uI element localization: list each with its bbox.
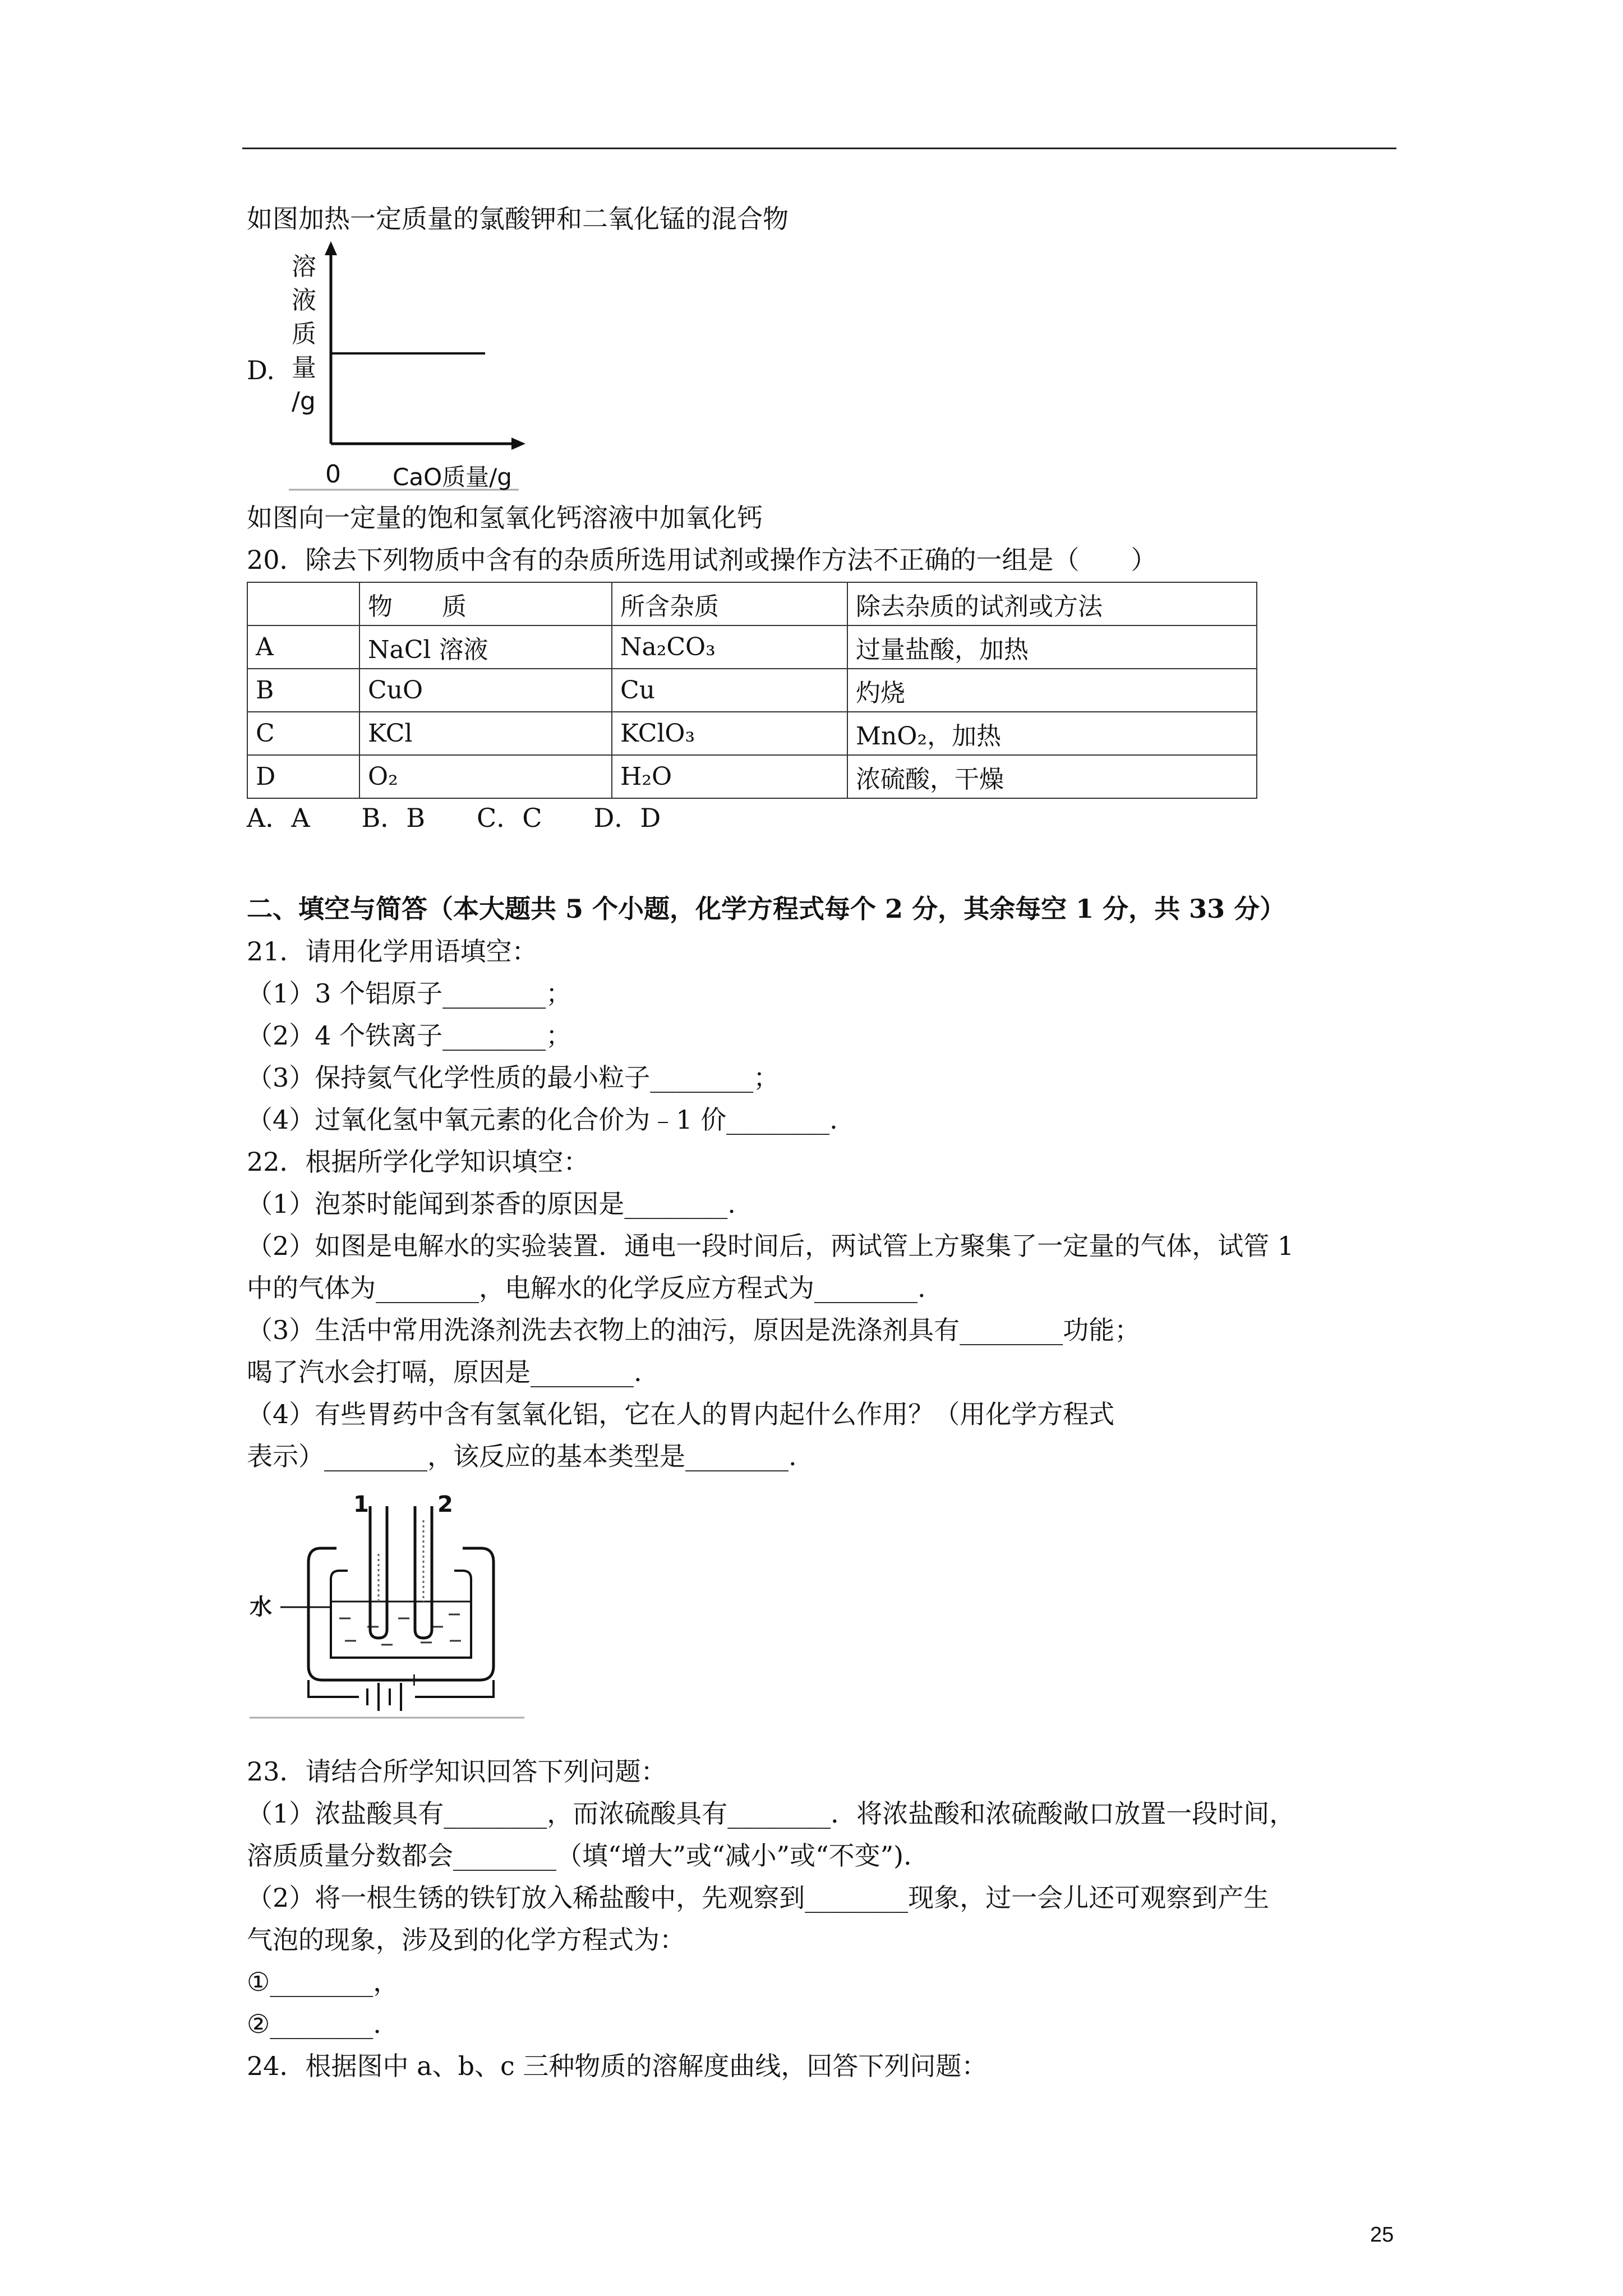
header-rule — [242, 148, 1396, 149]
row-id: A — [247, 625, 359, 669]
ylabel-char-1: 溶 — [292, 252, 316, 281]
q23-line: （2）将一根生锈的铁钉放入稀盐酸中，先观察到________现象，过一会儿还可观察到产生 — [247, 1883, 1270, 1913]
q23-line: ①________， — [247, 1967, 399, 1997]
q23-line: 气泡的现象，涉及到的化学方程式为： — [247, 1925, 685, 1955]
q19-d-chart — [283, 238, 530, 496]
row-impurity: H₂O — [612, 755, 847, 798]
q20-choices: A．A B．B C．C D．D — [247, 803, 661, 833]
page-number: 25 — [1370, 2223, 1394, 2247]
q23-stem: 23．请结合所学知识回答下列问题： — [247, 1756, 667, 1787]
q21-item: （3）保持氦气化学性质的最小粒子________； — [247, 1062, 780, 1093]
origin-label: 0 — [325, 460, 341, 489]
header-cell: 所含杂质 — [612, 582, 847, 625]
chart-background — [283, 238, 530, 496]
q21-item: （4）过氧化氢中氧元素的化合价为﹣1 价________. — [247, 1105, 838, 1135]
q23-line: 溶质质量分数都会________（填“增大”或“减小”或“不变”). — [247, 1841, 912, 1871]
battery-minus-icon: − — [353, 1669, 368, 1690]
table-row — [247, 755, 1257, 798]
row-id: B — [247, 669, 359, 712]
q22-line: （1）泡茶时能闻到茶香的原因是________. — [247, 1189, 736, 1219]
header-cell: 物 质 — [359, 582, 612, 625]
row-id: C — [247, 712, 359, 755]
q19-d-label: D. — [247, 355, 275, 385]
table-row — [247, 712, 1257, 755]
row-method: 过量盐酸，加热 — [847, 625, 1257, 669]
header-cell: 除去杂质的试剂或方法 — [847, 582, 1257, 625]
q20-table — [247, 582, 1257, 799]
row-method: MnO₂，加热 — [847, 712, 1257, 755]
q23-line: （1）浓盐酸具有________，而浓硫酸具有________．将浓盐酸和浓硫酸敞口放置一段时间， — [247, 1798, 1295, 1829]
row-substance: KCl — [359, 712, 612, 755]
tube-2-label: 2 — [437, 1492, 453, 1517]
row-impurity: KClO₃ — [612, 712, 847, 755]
row-substance: O₂ — [359, 755, 612, 798]
q21-stem: 21．请用化学用语填空： — [247, 936, 538, 967]
table-row — [247, 625, 1257, 669]
q19-c-caption: 如图加热一定质量的氯酸钾和二氧化锰的混合物 — [247, 204, 789, 234]
q22-line: （3）生活中常用洗涤剂洗去衣物上的油污，原因是洗涤剂具有________功能； — [247, 1315, 1141, 1345]
battery-plus-icon: + — [407, 1669, 422, 1690]
ylabel-char-3: 质 — [292, 320, 316, 348]
section-2-heading: 二、填空与简答（本大题共 5 个小题，化学方程式每个 2 分，其余每空 1 分，共 33 分） — [247, 894, 1286, 924]
table-row — [247, 669, 1257, 712]
q23-line: ②________. — [247, 2009, 381, 2039]
row-method: 浓硫酸，干燥 — [847, 755, 1257, 798]
tube-1-label: 1 — [353, 1492, 369, 1517]
q22-line: 表示）________，该反应的基本类型是________. — [247, 1441, 797, 1471]
table-header-row — [247, 582, 1257, 625]
q19-d-caption: 如图向一定量的饱和氢氧化钙溶液中加氧化钙 — [247, 503, 763, 533]
electrolysis-figure — [247, 1487, 527, 1722]
q24-stem: 24．根据图中 a、b、c 三种物质的溶解度曲线，回答下列问题： — [247, 2051, 988, 2081]
row-substance: CuO — [359, 669, 612, 712]
row-impurity: Cu — [612, 669, 847, 712]
row-impurity: Na₂CO₃ — [612, 625, 847, 669]
q22-line: （2）如图是电解水的实验装置．通电一段时间后，两试管上方聚集了一定量的气体，试管 1 — [247, 1231, 1294, 1261]
ylabel-char-4: 量 — [292, 353, 316, 382]
q21-item: （1）3 个铝原子________； — [247, 978, 572, 1009]
q21-item: （2）4 个铁离子________； — [247, 1020, 572, 1051]
row-method: 灼烧 — [847, 669, 1257, 712]
row-substance: NaCl 溶液 — [359, 625, 612, 669]
q22-line: （4）有些胃药中含有氢氧化铝，它在人的胃内起什么作用？（用化学方程式 — [247, 1399, 1115, 1429]
q22-line: 喝了汽水会打嗝，原因是________. — [247, 1357, 642, 1387]
q22-line: 中的气体为________，电解水的化学反应方程式为________. — [247, 1273, 926, 1303]
water-label: 水 — [250, 1594, 272, 1620]
header-cell — [247, 582, 359, 625]
row-id: D — [247, 755, 359, 798]
ylabel-char-5: /g — [292, 387, 316, 416]
q22-stem: 22．根据所学化学知识填空： — [247, 1147, 589, 1177]
x-axis-label: CaO质量/g — [393, 463, 512, 491]
q20-stem: 20．除去下列物质中含有的杂质所选用试剂或操作方法不正确的一组是（ ） — [247, 545, 1157, 575]
ylabel-char-2: 液 — [292, 286, 316, 315]
